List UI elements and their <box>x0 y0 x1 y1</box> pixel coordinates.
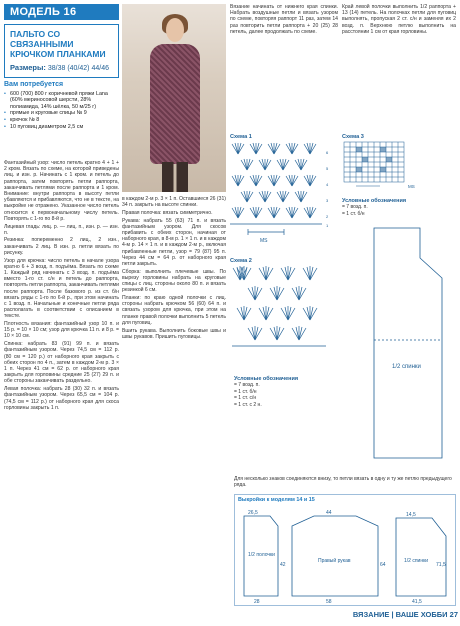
legend-scheme-3 <box>342 198 456 217</box>
instruction-paragraph: Рукава: набрать 55 (63) 71 п. и вязать фантазийным узором. Для скосов прибавить с обеих сторон, начиная от наборного края, в 8-м р. 1 × 1 п. и в каждом 4-м р. 14 × 1 п. и в каждом 2-м р., включая прибавленные петли, узор = 79 (87) 95 п. Через 44 см = 64 р. от наборного края петли закрыть. <box>122 217 226 268</box>
materials-item: • прямые и круговые спицы № 9 <box>4 110 119 117</box>
back-pattern-shape <box>360 218 456 468</box>
svg-text:1: 1 <box>326 223 329 228</box>
legend-scheme-2 <box>234 376 334 408</box>
pattern-title: ПАЛЬТО СО СВЯЗАННЫМИ КРЮЧКОМ ПЛАНКАМИ <box>10 29 106 59</box>
svg-text:2: 2 <box>326 214 329 219</box>
instructions-column-3 <box>230 4 338 130</box>
legend-item: = 7 возд. п. <box>342 204 368 211</box>
scheme-3-grid <box>342 140 422 190</box>
sleeve-label: Правый рукав <box>318 558 351 564</box>
instruction-paragraph: Узор для крючка: число петель в начале узора кратно 6 + 3 возд. п. подъёма. Вязать по схеме 1. Каждый ряд начинать с 3 возд. п. подъёма вместо 1-го ст. с/н и петель до раппорта, повторять петли раппорта, заканчивать петлями после раппорта. После базового р. из ст. б/н вязать ряды с 1-го по 6-й р., при этом начинать с 1 возд. п. Начальные и конечные петли ряда располагать в соответствии с описанием в тексте. <box>4 257 119 320</box>
instruction-paragraph: Вязание начинать от нижнего края спинки. Набрать воздушные петли и вязать узором по схеме, повторяя раппорт 11 раз, затем 14 раз повторить петли раппорта + 20 (25) 28 петель, далее продолжать по схеме. <box>230 4 338 35</box>
svg-text:3: 3 <box>326 198 329 203</box>
materials-list <box>4 82 119 130</box>
legend-item: = 1 ст. б/н <box>234 388 257 395</box>
page-number: 27 <box>449 610 458 619</box>
pattern-diagram <box>236 506 454 604</box>
scheme-2-drawing <box>230 264 338 364</box>
rapport-label-3: MS <box>408 184 415 189</box>
crochet-scheme-2 <box>230 258 338 370</box>
instruction-paragraph: Резинка: попеременно 2 лиц., 2 изн., заканчивать 2 лиц. В изн. р. петли вязать по рисунку. <box>4 237 119 256</box>
legend-heading-2: Условные обозначения <box>234 376 299 382</box>
page-footer: ВЯЗАНИЕ | ВАШЕ ХОББИ 27 <box>352 610 458 619</box>
instruction-paragraph: Фантазийный узор: число петель кратно 4 + 1 + 2 кром. Вязать по схеме, на которой приведены лиц. и изн. р. Начинать с 1 кром. и петель до раппорта, затем повторять петли раппорта, заканчивать петлями после раппорта и 1 кром. Внимание: внутри раппорта в высоту петли убавляются и прибавляются, что не в тексте, на выкройке не отражено. Указанное число петель относится к первоначальному числу петель. Повторять с 1-го по 8-й р. <box>4 160 119 222</box>
instructions-column-2 <box>122 196 226 600</box>
instruction-paragraph: Сборка: выполнить плечевые швы. По вырезу горловины набрать на круговые спицы с лиц. стороны около 80 п. и вязать резинкой 6 см. <box>122 268 226 294</box>
instruction-paragraph: Спинка: набрать 83 (91) 99 п. и вязать фантазийным узором. Через 74,5 см = 112 р. (80 см = 120 р.) от наборного края закрыть с обеих сторон по 4 п., затем в каждом 2-м р. 3 × 1 п. Через 41 см = 62 р. от наборного края закрыть для горловины средние 25 (27) 29 п. и обе стороны заканчивать раздельно. <box>4 341 119 385</box>
instruction-paragraph: Левая полочка: набрать 28 (30) 32 п. и вязать фантазийным узором. Через 65,5 см = 104 р. (74,5 см = 112 р.) от наборного края для скоса горловины закрыть 1 п. <box>4 386 119 411</box>
legend-item: = 1 ст. с 2 н. <box>234 401 262 408</box>
legend-item: = 1 ст. б/н <box>342 210 365 217</box>
svg-text:4: 4 <box>326 182 329 187</box>
back-label-2: 1/2 спинки <box>404 558 429 564</box>
instruction-paragraph: Край левой полочки выполнить 1/2 раппорта + 13 (14) петель. На полочках петли для пуговиц выполнять, пропуская 2 ст. с/н и заменяя их 2 возд. п. Верхнюю петлю выполнить на расстоянии 1 см от края горловины. <box>342 4 456 35</box>
legend-item: = 7 возд. п. <box>234 382 260 389</box>
pattern-diagram-title: Выкройки к моделям 14 и 15 <box>238 497 315 503</box>
sizes-label: Размеры: <box>10 63 46 72</box>
instruction-paragraph: Плотность вязания: фантазийный узор 10 п. и 15 р. = 10 × 10 см; узор для крючка 11 п. и 8 р. = 10 × 10 см. <box>4 321 119 340</box>
dimension: 44 <box>326 510 332 516</box>
instruction-paragraph: в каждом 2-м р. 3 × 1 п. Оставшиеся 26 (31) 34 п. закрыть на высоте спинки. <box>122 196 226 209</box>
footer-brand: ВЯЗАНИЕ <box>352 610 390 619</box>
dimension: 28 <box>254 599 260 604</box>
assembly-note: Для несколько знаков соединяются внизу, то петли вязать в одну и ту же петлю предыдущего ряда. <box>234 476 452 488</box>
scheme-1-label: Схема 1 <box>230 134 252 140</box>
instruction-paragraph: Лицевая гладь: лиц. р. — лиц. п., изн. р. — изн. п. <box>4 223 119 236</box>
svg-text:5: 5 <box>326 166 329 171</box>
footer-sub: ВАШЕ ХОББИ <box>395 610 448 619</box>
dimension: 41,5 <box>412 599 422 604</box>
scheme-1-drawing <box>230 140 338 248</box>
rapport-label: MS <box>260 238 268 244</box>
materials-item: • крючок № 8 <box>4 117 119 124</box>
svg-text:6: 6 <box>326 150 329 155</box>
scheme-2-label: Схема 2 <box>230 258 252 264</box>
model-photo <box>122 4 226 192</box>
scheme-3-label: Схема 3 <box>342 134 364 140</box>
title-box <box>4 24 119 78</box>
crochet-scheme-1 <box>230 134 338 252</box>
materials-heading: Вам потребуется <box>4 81 64 88</box>
dimension: 71,5 <box>436 562 446 568</box>
dimension: 26,5 <box>248 510 258 516</box>
instructions-column-4 <box>342 4 456 130</box>
instructions-column-1 <box>4 160 119 600</box>
legend-item: = 1 ст. с/н <box>234 395 257 402</box>
front-label: 1/2 полочки <box>248 552 275 558</box>
dimension: 14,5 <box>406 512 416 518</box>
photo-head <box>166 18 184 42</box>
dimension: 42 <box>280 562 286 568</box>
legend-heading: Условные обозначения <box>342 198 407 204</box>
knitting-scheme-3 <box>342 134 456 196</box>
dimension: 64 <box>380 562 386 568</box>
back-label: 1/2 спинки <box>392 364 421 370</box>
instruction-paragraph: Правая полочка: вязать симметрично. <box>122 209 213 216</box>
sizes-line <box>10 63 113 72</box>
instruction-paragraph: Вшить рукава. Выполнить боковые швы и швы рукавов. Пришить пуговицы. <box>122 327 226 340</box>
photo-legs <box>162 162 188 192</box>
dimension: 58 <box>326 599 332 604</box>
model-number-tab: МОДЕЛЬ 16 <box>4 4 119 20</box>
materials-item: • 600 (700) 800 г коричневой пряжи Lana (60% мериносовой шерсти, 28% полиамида, 14% шёлка, 50 м/25 г) <box>4 91 119 111</box>
sizes-value: 38/38 (40/42) 44/46 <box>47 65 109 72</box>
instruction-paragraph: Планки: по краю одной полочки с лиц. стороны набрать крючком 56 (60) 64 п. и связать узором для крючка, при этом на планке правой полочки выполнить 5 петель для пуговиц. <box>122 295 226 326</box>
photo-coat <box>150 44 200 164</box>
materials-item: • 10 пуговиц диаметром 2,5 см <box>4 124 119 131</box>
